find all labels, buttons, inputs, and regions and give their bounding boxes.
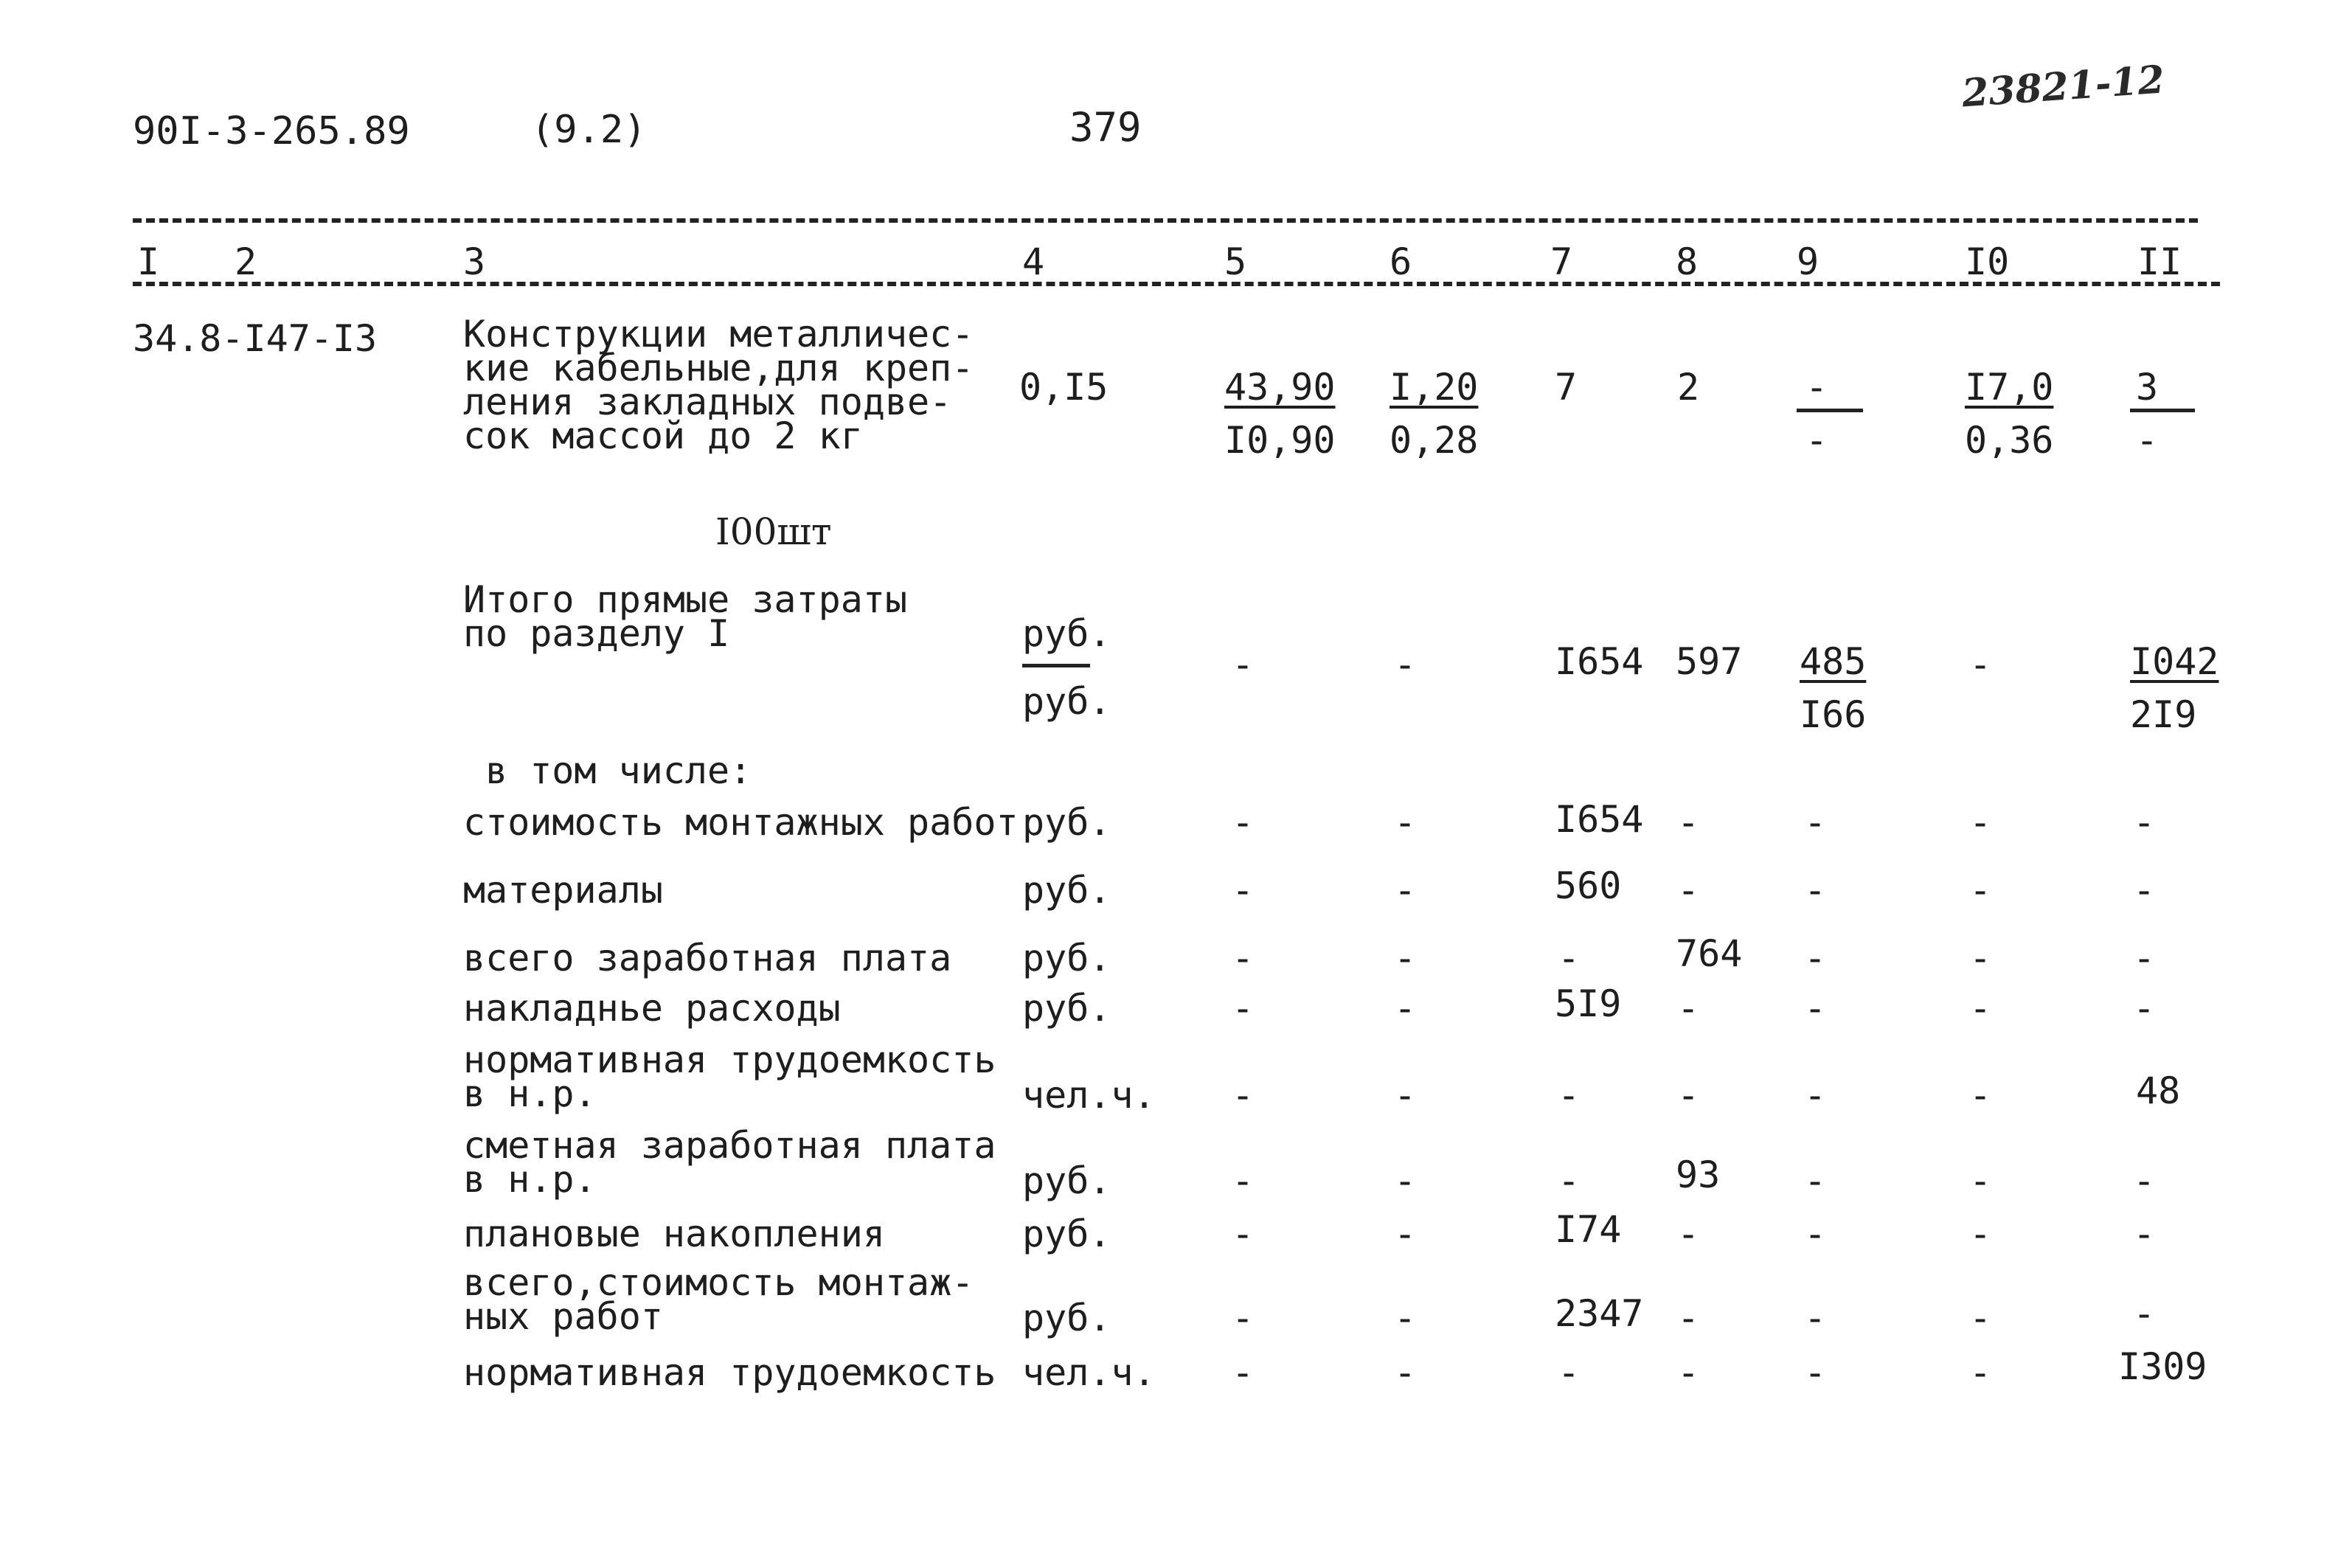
row-col7: I74 [1555, 1208, 1622, 1251]
item-col10-denominator: 0,36 [1965, 419, 2054, 462]
row-col5: - [1232, 869, 1255, 912]
row-col7: - [1558, 1159, 1581, 1202]
row-col6: - [1394, 987, 1417, 1030]
row-label: стоимость монтажных работ [463, 801, 1019, 844]
column-number-7: 7 [1550, 240, 1573, 283]
header-bottom-rule [133, 282, 2220, 286]
column-number-11: II [2137, 240, 2182, 283]
row-unit: руб. [1022, 1297, 1111, 1339]
row-col10: - [1969, 801, 1992, 844]
row-label: плановые накопления [463, 1213, 885, 1255]
row-col8: - [1677, 1351, 1700, 1394]
row-col10: - [1969, 937, 1992, 979]
row-col6: - [1394, 937, 1417, 979]
total-col10: - [1969, 643, 1992, 686]
row-col5: - [1232, 1351, 1255, 1394]
row-col6: - [1394, 1297, 1417, 1339]
column-number-9: 9 [1797, 240, 1819, 283]
item-col9-numerator: - [1805, 366, 1828, 409]
item-col11-denominator: - [2136, 419, 2159, 462]
row-col6: - [1394, 801, 1417, 844]
row-col7: I654 [1555, 798, 1644, 841]
row-col9: - [1804, 937, 1827, 979]
row-col9: - [1804, 869, 1827, 912]
row-col5: - [1232, 987, 1255, 1030]
row-col10: - [1969, 1297, 1992, 1339]
row-col7: 560 [1555, 864, 1622, 907]
row-unit: руб. [1022, 937, 1111, 979]
row-col10: - [1969, 1351, 1992, 1394]
total-unit-denominator: руб. [1022, 680, 1111, 723]
row-col9: - [1804, 1159, 1827, 1202]
row-unit: руб. [1022, 801, 1111, 844]
row-col7: - [1558, 937, 1581, 979]
item-col6-denominator: 0,28 [1390, 419, 1479, 462]
row-label: материалы [463, 869, 663, 912]
row-unit: руб. [1022, 1213, 1111, 1255]
row-col5: - [1232, 1297, 1255, 1339]
row-col11: - [2133, 987, 2156, 1030]
total-unit-numerator: руб. [1022, 612, 1111, 655]
row-col7: 2347 [1555, 1292, 1644, 1335]
row-col10: - [1969, 869, 1992, 912]
row-col6: - [1394, 1074, 1417, 1117]
item-quantity: 0,I5 [1019, 366, 1109, 409]
row-col5: - [1232, 937, 1255, 979]
row-col11: I309 [2118, 1345, 2207, 1388]
total-col5: - [1232, 643, 1255, 686]
item-col9-denominator: - [1805, 419, 1828, 462]
row-col10: - [1969, 1159, 1992, 1202]
row-unit: руб. [1022, 1159, 1111, 1202]
document-code: 90I-3-265.89 [133, 109, 410, 153]
row-label: нормативная трудоемкость в н.р. [463, 1038, 996, 1115]
row-col5: - [1232, 1213, 1255, 1255]
row-col7: 5I9 [1555, 982, 1622, 1025]
row-col9: - [1804, 1351, 1827, 1394]
column-number-5: 5 [1224, 240, 1247, 283]
total-col11-denominator: 2I9 [2130, 693, 2197, 736]
header-top-rule [133, 218, 2198, 223]
row-col11: 48 [2136, 1069, 2181, 1112]
row-col10: - [1969, 987, 1992, 1030]
row-unit: чел.ч. [1022, 1074, 1156, 1117]
row-label: всего заработная плата [463, 937, 952, 979]
row-col8: - [1677, 801, 1700, 844]
row-col9: - [1804, 801, 1827, 844]
item-col5-numerator: 43,90 [1224, 366, 1336, 409]
row-col7: - [1558, 1074, 1581, 1117]
row-label: нормативная трудоемкость [463, 1351, 996, 1394]
item-unit: I00шт [715, 510, 832, 553]
column-number-10: I0 [1965, 240, 2010, 283]
item-col8: 2 [1677, 366, 1700, 409]
row-col11: - [2133, 869, 2156, 912]
item-description: Конструкции металличес- кие кабельные,для креп- ления закладных подве- сок массой до 2 кг [463, 313, 974, 457]
row-unit: руб. [1022, 869, 1111, 912]
row-col6: - [1394, 1159, 1417, 1202]
including-label: в том числе: [485, 749, 752, 792]
column-number-1: I [137, 240, 160, 283]
row-col6: - [1394, 869, 1417, 912]
total-col8: 597 [1676, 640, 1743, 683]
row-col9: - [1804, 1297, 1827, 1339]
row-col9: - [1804, 1213, 1827, 1255]
item-col5-denominator: I0,90 [1224, 419, 1336, 462]
column-number-8: 8 [1676, 240, 1699, 283]
row-col8: - [1677, 869, 1700, 912]
item-col9-fraction-bar [1797, 409, 1863, 412]
row-col8: - [1677, 1213, 1700, 1255]
total-col9-numerator: 485 [1800, 640, 1867, 683]
row-col5: - [1232, 801, 1255, 844]
item-code: 34.8-I47-I3 [133, 317, 378, 360]
row-col8: 93 [1676, 1154, 1721, 1196]
row-col8: 764 [1676, 932, 1743, 975]
row-label: сметная заработная плата в н.р. [463, 1124, 996, 1201]
row-label: всего,стоимость монтаж- ных работ [463, 1261, 974, 1338]
handwritten-inventory-number: 23821-12 [1960, 57, 2166, 117]
column-number-4: 4 [1022, 240, 1045, 283]
total-col6: - [1394, 643, 1417, 686]
item-col10-numerator: I7,0 [1965, 366, 2054, 409]
row-col11: - [2133, 1292, 2156, 1335]
row-col8: - [1677, 987, 1700, 1030]
row-col8: - [1677, 1074, 1700, 1117]
row-col11: - [2133, 1213, 2156, 1255]
item-col11-numerator: 3 [2136, 366, 2159, 409]
total-col9-denominator: I66 [1800, 693, 1867, 736]
total-unit-fraction-bar [1022, 664, 1090, 667]
column-number-6: 6 [1390, 240, 1412, 283]
album-number: (9.2) [531, 108, 647, 152]
row-col9: - [1804, 987, 1827, 1030]
item-col6-numerator: I,20 [1390, 366, 1479, 409]
row-col6: - [1394, 1351, 1417, 1394]
page-number: 379 [1069, 104, 1142, 150]
row-col11: - [2133, 1159, 2156, 1202]
total-label: Итого прямые затраты по разделу I [463, 578, 908, 655]
row-unit: чел.ч. [1022, 1351, 1156, 1394]
total-col7: I654 [1555, 640, 1644, 683]
row-col11: - [2133, 801, 2156, 844]
column-number-3: 3 [463, 240, 486, 283]
column-number-2: 2 [235, 240, 257, 283]
item-col11-fraction-bar [2130, 409, 2195, 412]
row-col6: - [1394, 1213, 1417, 1255]
total-col11-numerator: I042 [2130, 640, 2219, 683]
row-col7: - [1558, 1351, 1581, 1394]
row-col8: - [1677, 1297, 1700, 1339]
row-unit: руб. [1022, 987, 1111, 1030]
item-col7: 7 [1555, 366, 1578, 409]
row-label: накладнье расходы [463, 987, 841, 1030]
row-col11: - [2133, 937, 2156, 979]
row-col9: - [1804, 1074, 1827, 1117]
row-col5: - [1232, 1074, 1255, 1117]
row-col10: - [1969, 1213, 1992, 1255]
row-col5: - [1232, 1159, 1255, 1202]
row-col10: - [1969, 1074, 1992, 1117]
